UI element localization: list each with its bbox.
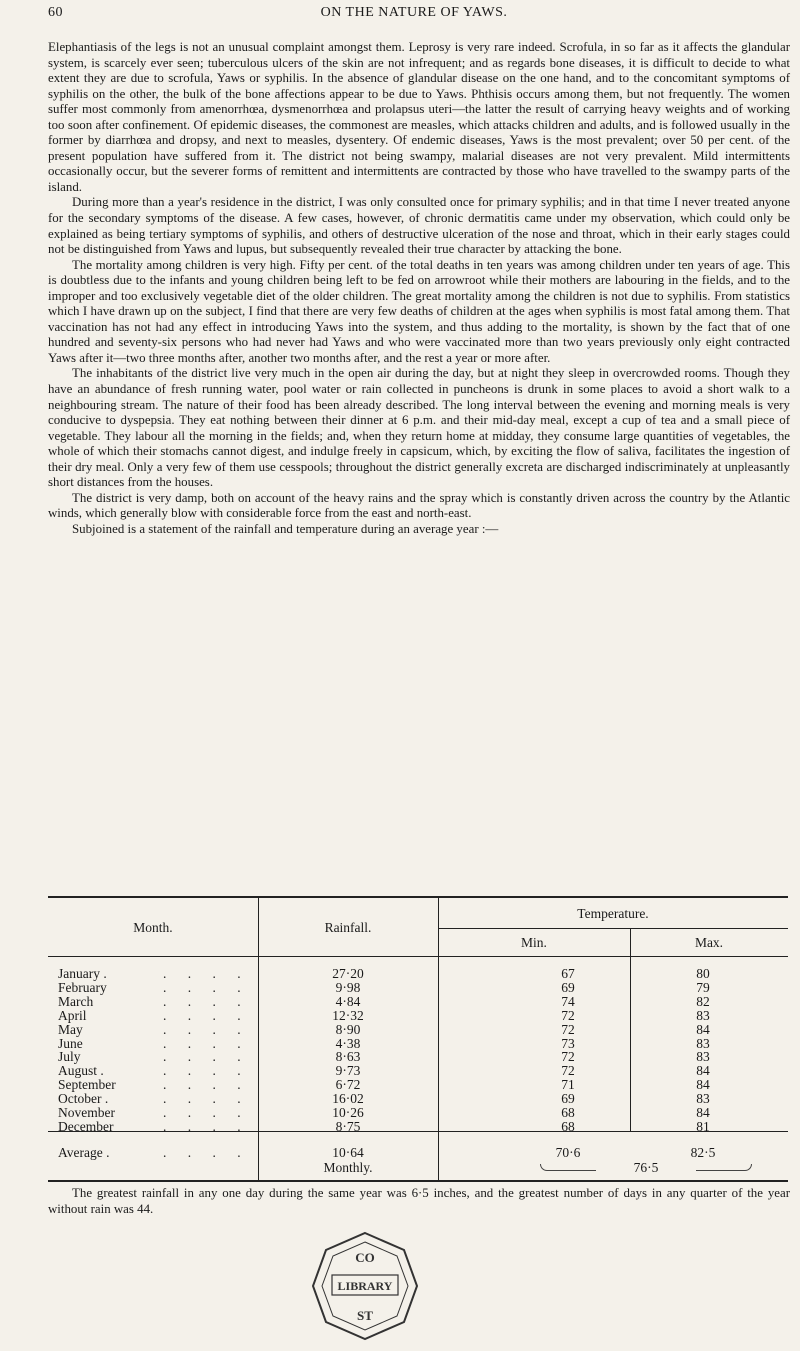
row-dots: . . . . bbox=[163, 1091, 250, 1107]
row-month: November bbox=[58, 1105, 115, 1120]
row-dots: . . . . bbox=[163, 1118, 250, 1134]
paragraph: The mortality among children is very high. Fifty per cent. of the total deaths in ten years was among children under ten years of age. This is doubtless due to the infants and young children being left to be fed on arrowroot while their mothers are labouring in the fields, and to the improper and too exclusively vegetable diet of the older children. The great mortality among the children is not due to syphilis. From statistics which I have drawn up on the subject, I find that there are very few deaths of children at the ages when syphilis is most fatal among them. That vaccination has not had any effect in introducing Yaws into the system, and thus adding to the mortality, is shown by the fact that of one hundred and seventy-six persons who had never had Yaws and who were vaccinated more than two years previously only eight contracted Yaws after it—two three months after, another two months after, and the rest a year or more after. bbox=[48, 257, 790, 365]
footnote bbox=[48, 1186, 790, 1217]
row-dots: . . . . bbox=[163, 1049, 250, 1065]
row-dots: . . . . bbox=[163, 979, 250, 995]
row-dots: . . . . bbox=[163, 1007, 250, 1023]
row-month: January . bbox=[58, 966, 107, 981]
row-rain: 8·75 bbox=[335, 1118, 361, 1134]
row-month: July bbox=[58, 1049, 81, 1065]
row-rain: 4·84 bbox=[335, 993, 361, 1009]
row-max: 81 bbox=[696, 1118, 710, 1134]
row-max: 83 bbox=[696, 1049, 710, 1065]
page-number: 60 bbox=[48, 5, 63, 20]
average-max: 82·5 bbox=[690, 1145, 716, 1160]
row-min: 72 bbox=[561, 1007, 575, 1023]
row-min: 72 bbox=[561, 1063, 575, 1079]
row-month: April bbox=[58, 1007, 87, 1023]
row-dots: . . . . bbox=[163, 1063, 250, 1079]
row-rain: 10·26 bbox=[332, 1105, 364, 1120]
row-month: September bbox=[58, 1077, 116, 1093]
row-month: June bbox=[58, 1035, 83, 1051]
paragraph: Elephantiasis of the legs is not an unusual complaint amongst them. Leprosy is very rare indeed. Scrofula, in so far as it affects the glandular system, is scarcely ever seen; tuberculous ulcers of the skin are not infrequent; and as regards bone diseases, it is difficult to decide to what extent they are due to scrofula, Yaws or syphilis. In the absence of glandular disease on the one hand, and to the concomitant symptoms of syphilis on the other, the bulk of the bone affections appear to be due to Yaws. Phthisis occurs among them, but not frequently. The women suffer most commonly from amenorrhœa, dysmenorrhœa and prolapsus uteri—the latter the result of carrying heavy weights and of working too soon after confinement. Of epidemic diseases, the commonest are measles, which attacks children and adults, and is followed usually in the former by diarrhœa and dropsy, and next to measles, dysentery. Of endemic diseases, Yaws is the most prevalent; over 50 per cent. of the present population have suffered from it. The district not being swampy, malarial diseases are not very prevalent. Mild intermittents occasionally occur, but the severer forms of remittent and intermittents are contracted by those who have travelled to the swampy parts of the island. bbox=[48, 40, 790, 194]
monthly-label: Monthly. bbox=[323, 1160, 373, 1175]
row-rain: 9·73 bbox=[335, 1063, 361, 1079]
row-min: 72 bbox=[561, 1049, 575, 1065]
row-month: December bbox=[58, 1118, 114, 1134]
row-rain: 16·02 bbox=[332, 1091, 364, 1107]
average-dots: . . . . bbox=[163, 1145, 250, 1160]
row-max: 83 bbox=[696, 1035, 710, 1051]
average-label: Average . bbox=[58, 1145, 110, 1160]
running-title: ON THE NATURE OF YAWS. bbox=[320, 5, 508, 20]
paragraph: The inhabitants of the district live very much in the open air during the day, but at night they sleep in overcrowded rooms. Though they have an abundance of fresh running water, pool water or rain collected in puncheons is drunk in some places to avoid a short walk to a neighbouring stream. The nature of their food has been already described. The long interval between the evening and morning meals is very conducive to dyspepsia. They eat nothing between their dinner at 6 p.m. and their mid-day meal, except a cup of tea and a small piece of vegetable. They labour all the morning in the fields; and, when they return home at midday, they consume large quantities of vegetables, the whole of which their stomachs cannot digest, and indulge freely in capsicum, which, by exciting the flow of saliva, facilitates the ingestion of their dry meal. Only a very few of them use cesspools; throughout the district generally excreta are discharged indiscriminately at unpleasantly short distances from the houses. bbox=[48, 366, 790, 490]
row-max: 84 bbox=[696, 1105, 710, 1120]
row-min: 71 bbox=[561, 1077, 575, 1093]
row-rain: 8·90 bbox=[335, 1021, 361, 1037]
row-dots: . . . . bbox=[163, 1035, 250, 1051]
library-stamp bbox=[310, 1230, 420, 1342]
row-min: 73 bbox=[561, 1035, 575, 1051]
paragraph: The district is very damp, both on account of the heavy rains and the spray which is constantly driven across the country by the Atlantic winds, which generally blow with considerable force from the east and north-east. bbox=[48, 490, 790, 521]
row-month: August . bbox=[58, 1063, 104, 1079]
average-min: 70·6 bbox=[555, 1145, 581, 1160]
header-min: Min. bbox=[521, 935, 547, 950]
row-month: May bbox=[58, 1021, 83, 1037]
header-month: Month. bbox=[133, 920, 173, 935]
stamp-middle-text: LIBRARY bbox=[337, 1279, 393, 1293]
row-rain: 12·32 bbox=[332, 1007, 364, 1023]
row-min: 67 bbox=[561, 966, 575, 981]
row-min: 74 bbox=[561, 993, 575, 1009]
row-max: 79 bbox=[696, 979, 710, 995]
row-max: 84 bbox=[696, 1021, 710, 1037]
rainfall-temperature-table bbox=[48, 896, 788, 1182]
average-rain: 10·64 bbox=[332, 1145, 364, 1160]
row-min: 69 bbox=[561, 1091, 575, 1107]
row-month: March bbox=[58, 993, 94, 1009]
row-min: 72 bbox=[561, 1021, 575, 1037]
row-dots: . . . . bbox=[163, 966, 250, 981]
table-row bbox=[48, 1119, 788, 1136]
row-rain: 6·72 bbox=[335, 1077, 361, 1093]
header-temperature: Temperature. bbox=[577, 906, 649, 921]
page-header bbox=[48, 5, 780, 25]
footnote-text: The greatest rainfall in any one day during the same year was 6·5 inches, and the greatest number of days in any quarter of the year without rain was 44. bbox=[48, 1186, 790, 1216]
row-dots: . . . . bbox=[163, 1021, 250, 1037]
row-rain: 9·98 bbox=[335, 979, 361, 995]
row-rain: 8·63 bbox=[335, 1049, 361, 1065]
row-max: 84 bbox=[696, 1077, 710, 1093]
row-dots: . . . . bbox=[163, 1105, 250, 1120]
row-min: 68 bbox=[561, 1118, 575, 1134]
body-text bbox=[48, 40, 790, 538]
table-rule bbox=[48, 956, 788, 957]
header-max: Max. bbox=[694, 935, 724, 950]
row-dots: . . . . bbox=[163, 1077, 250, 1093]
row-max: 82 bbox=[696, 993, 710, 1009]
row-max: 83 bbox=[696, 1091, 710, 1107]
header-rainfall: Rainfall. bbox=[324, 920, 372, 935]
paragraph: During more than a year's residence in the district, I was only consulted once for primary syphilis; and in that time I never treated anyone for the secondary symptoms of the disease. A few cases, however, of chronic dermatitis came under my observation, which could only be explained as being tertiary symptoms of syphilis, and others of destructive ulceration of the nose and throat, which in their early stages could not be distinguished from Yaws and lupus, but subsequently revealed their true character by attacking the bone. bbox=[48, 195, 790, 257]
row-min: 69 bbox=[561, 979, 575, 995]
stamp-top-text: CO bbox=[355, 1250, 375, 1265]
row-month: October . bbox=[58, 1091, 109, 1107]
row-dots: . . . . bbox=[163, 993, 250, 1009]
table-rule bbox=[438, 928, 788, 929]
row-rain: 27·20 bbox=[332, 966, 364, 981]
row-max: 83 bbox=[696, 1007, 710, 1023]
row-month: February bbox=[58, 979, 107, 995]
row-rain: 4·38 bbox=[335, 1035, 361, 1051]
row-min: 68 bbox=[561, 1105, 575, 1120]
overall-average: 76·5 bbox=[596, 1160, 696, 1176]
stamp-bottom-text: ST bbox=[357, 1308, 373, 1323]
paragraph: Subjoined is a statement of the rainfall and temperature during an average year :— bbox=[72, 521, 499, 536]
row-max: 80 bbox=[696, 966, 710, 981]
row-max: 84 bbox=[696, 1063, 710, 1079]
